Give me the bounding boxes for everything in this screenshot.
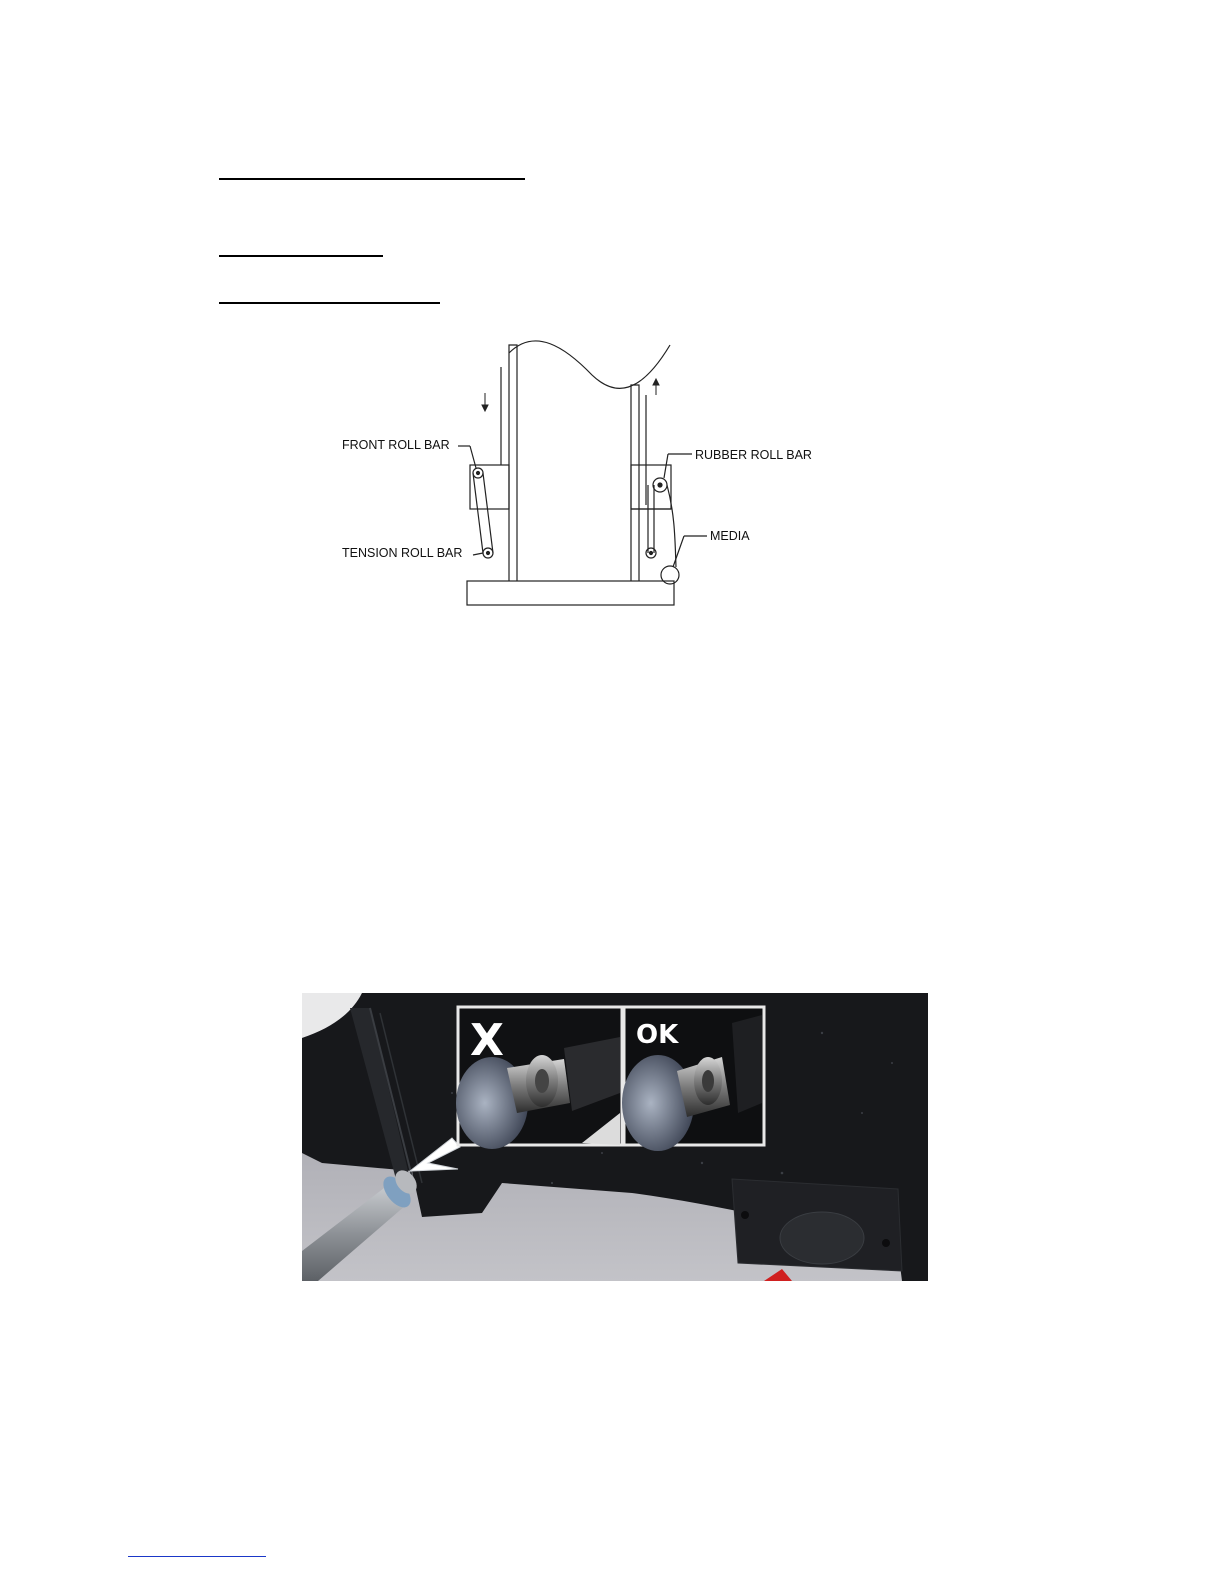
right-side-plate <box>631 385 639 581</box>
footer-link[interactable] <box>128 1555 266 1557</box>
media-path-diagram <box>330 335 830 610</box>
label-front-roll-bar: FRONT ROLL BAR <box>342 438 450 452</box>
inset-incorrect <box>456 1007 622 1149</box>
inset-incorrect-label: X <box>470 1015 504 1066</box>
inset-correct-label: OK <box>636 1020 679 1050</box>
label-rubber-roll-bar: RUBBER ROLL BAR <box>695 448 812 462</box>
heading-underline-3 <box>219 302 440 304</box>
label-media: MEDIA <box>710 529 750 543</box>
inset-correct <box>622 1007 764 1151</box>
label-tension-roll-bar: TENSION ROLL BAR <box>342 546 463 560</box>
media-curve <box>509 341 670 388</box>
heading-underline-1 <box>219 178 525 180</box>
left-bracket-upper <box>470 465 509 509</box>
base-plate <box>467 581 674 605</box>
heading-underline-2 <box>219 255 383 257</box>
roller-shaft-photo <box>302 993 928 1281</box>
left-side-plate <box>509 345 517 581</box>
